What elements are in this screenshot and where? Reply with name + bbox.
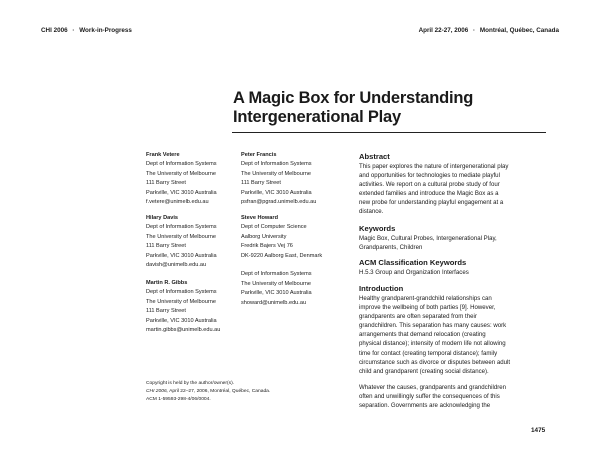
page-number: 1475 (531, 427, 546, 434)
copyright-notice (146, 380, 270, 404)
author-block (146, 214, 217, 270)
intro-line: child and grandparent (creating social distance). (359, 367, 489, 375)
author-email: davish@unimelb.edu.au (146, 262, 207, 269)
author-line: Fredrik Bajers Vej 76 (241, 243, 293, 250)
author-line: Parkville, VIC 3010 Australia (241, 290, 312, 297)
introduction-para-2 (359, 383, 551, 410)
author-line: The University of Melbourne (241, 170, 311, 177)
author-line: Dept of Information Systems (146, 161, 217, 168)
intro-line: physical distance); intensity of modern life not allowing (359, 340, 506, 348)
intro-line: grandchildren. This separation has many causes: work (359, 322, 507, 330)
author-line: Dept of Information Systems (241, 161, 312, 168)
author-line: DK-9220 Aalborg East, Denmark (241, 252, 323, 259)
author-block (146, 151, 217, 207)
keywords-line: Magic Box, Cultural Probes, Intergenerational Play, (359, 235, 497, 242)
intro-line: Whatever the causes, grandparents and grandchildren (359, 383, 507, 391)
running-header-right (419, 27, 559, 34)
intro-line: time for contact (creating temporal distance); family (359, 349, 498, 357)
author-email: showard@unimelb.edu.au (241, 299, 307, 306)
author-name: Martin R. Gibbs (146, 280, 188, 286)
conference-date: April 22-27, 2006 (418, 27, 469, 34)
abstract-body (359, 162, 551, 217)
abstract-line: new probe for understanding playful engagement at a (359, 199, 504, 207)
abstract-section (359, 152, 551, 217)
author-block (146, 279, 220, 335)
abstract-line: activities. We report on a cultural probe study of four (359, 181, 500, 189)
author-line: Aalborg University (241, 233, 287, 240)
keywords-line: Grandparents, Children (359, 244, 423, 252)
author-line: Dept of Computer Science (241, 224, 307, 231)
conference-name: CHI 2006 (41, 27, 68, 34)
abstract-line: extended families and introduce the Magic Box as a (359, 190, 499, 198)
author-line: Parkville, VIC 3010 Australia (241, 189, 312, 196)
intro-line: separation. Governments are acknowledging the (359, 402, 491, 410)
acm-heading: ACM Classification Keywords (359, 258, 467, 267)
author-email: psfran@pgrad.unimelb.edu.au (241, 199, 317, 206)
conference-location: Montréal, Québec, Canada (479, 27, 559, 34)
intro-line: arrangements that demand relocation (creating (359, 331, 486, 339)
abstract-line: distance. (359, 208, 384, 216)
copyright-conference: CHI 2006, (146, 389, 169, 394)
title-line: A Magic Box for Understanding (233, 89, 474, 107)
paper-title (233, 89, 533, 127)
keywords-heading: Keywords (359, 224, 396, 233)
author-line: Parkville, VIC 3010 Australia (146, 189, 217, 196)
header-separator: · (72, 27, 75, 34)
acm-line: H.5.3 Group and Organization Interfaces (359, 269, 469, 276)
author-block (241, 214, 322, 308)
author-line: 111 Barry Street (146, 308, 186, 315)
author-line: The University of Melbourne (146, 233, 216, 240)
author-line: Parkville, VIC 3010 Australia (146, 317, 217, 324)
author-line: Parkville, VIC 3010 Australia (146, 252, 217, 259)
author-line: 111 Barry Street (146, 180, 186, 187)
acm-body (359, 268, 551, 277)
author-line: The University of Melbourne (146, 298, 216, 305)
introduction-para-1 (359, 294, 551, 376)
author-name: Hilary Davis (146, 215, 179, 221)
author-line: Dept of Information Systems (146, 224, 217, 231)
author-line: The University of Melbourne (241, 280, 311, 287)
author-name: Frank Vetere (146, 152, 180, 158)
copyright-line (146, 388, 270, 396)
copyright-line: Copyright is held by the author/owner(s). (146, 381, 235, 386)
author-email: martin.gibbs@unimelb.edu.au (146, 327, 221, 334)
abstract-line: This paper explores the nature of intergenerational play (359, 163, 509, 170)
intro-line: Healthy grandparent-grandchild relationships can (359, 295, 492, 302)
title-rule (232, 132, 546, 133)
author-line: Dept of Information Systems (146, 289, 217, 296)
header-separator: · (473, 27, 476, 34)
author-name: Steve Howard (241, 215, 278, 221)
track-name: Work-in-Progress (79, 27, 132, 34)
author-block (241, 151, 316, 207)
abstract-line: and opportunities for technologies to mediate playful (359, 172, 500, 180)
keywords-section (359, 224, 551, 252)
intro-line: improve the wellbeing of both parties [9]. However, (359, 304, 496, 312)
introduction-section (359, 284, 551, 410)
acm-section (359, 258, 551, 277)
running-header-left (41, 27, 132, 34)
author-email: f.vetere@unimelb.edu.au (146, 199, 209, 206)
copyright-line: ACM 1-59593-298-4/06/0004. (146, 397, 211, 402)
author-line: The University of Melbourne (146, 170, 216, 177)
abstract-heading: Abstract (359, 152, 390, 161)
author-line: Dept of Information Systems (241, 271, 312, 278)
introduction-heading: Introduction (359, 284, 404, 293)
intro-line: circumstance such as divorce or disputes between adult (359, 358, 511, 366)
title-line: Intergenerational Play (233, 108, 401, 126)
keywords-body (359, 234, 551, 252)
intro-line: often and unwillingly suffer the consequences of this (359, 392, 500, 400)
copyright-conference-details: April 22–27, 2006, Montréal, Québec, Canada. (168, 389, 271, 394)
author-line (241, 261, 322, 270)
intro-line: grandparents are often separated from their (359, 313, 477, 321)
author-line: 111 Barry Street (146, 243, 186, 250)
author-line: 111 Barry Street (241, 180, 281, 187)
author-name: Peter Francis (241, 152, 277, 158)
